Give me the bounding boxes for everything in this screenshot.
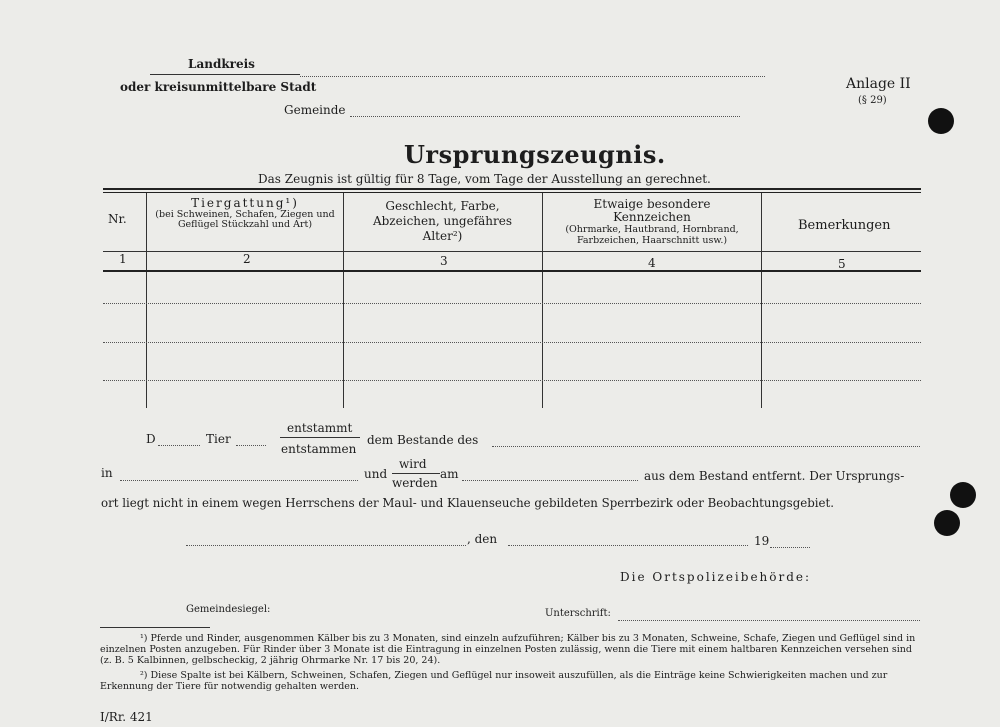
header-kennzeichen-title: Etwaige besondere Kennzeichen xyxy=(593,197,711,224)
header-kennzeichen xyxy=(546,198,758,246)
header-tiergattung-title: Tiergattung¹) xyxy=(191,196,299,210)
entstammt-separator xyxy=(280,437,360,438)
ort-line: ort liegt nicht in einem wegen Herrschens der Maul- und Klauenseuche gebildeten Sperrbezirk oder Beobachtungsgebiet. xyxy=(101,496,835,510)
am-label: am xyxy=(440,467,459,481)
gemeinde-label: Gemeinde xyxy=(284,103,346,117)
tier-label: Tier xyxy=(206,432,231,446)
d-label: D xyxy=(146,432,156,446)
bestand-dotted xyxy=(492,446,920,447)
landkreis-dotted-line xyxy=(300,76,765,77)
landkreis-line xyxy=(150,74,300,75)
signature-dotted xyxy=(618,620,920,621)
d-dotted xyxy=(158,445,200,446)
stadt-label: oder kreisunmittelbare Stadt xyxy=(120,80,317,94)
table-row-line-3 xyxy=(103,380,921,381)
footnote-2: ²) Diese Spalte ist bei Kälbern, Schweinen, Schafen, Ziegen und Geflügel nur insoweit auszufüllen, als die Einträge keine Schwierigkeiten machen und zur Erkennung der Tiere für notwendig gehalten werden. xyxy=(100,670,888,692)
col-divider-4 xyxy=(761,193,762,408)
table-top-rule-thin xyxy=(103,192,921,193)
date-dotted xyxy=(508,545,748,546)
punch-hole-top xyxy=(928,108,954,134)
landkreis-label: Landkreis xyxy=(188,57,255,71)
colnum-4: 4 xyxy=(648,256,656,270)
header-tiergattung xyxy=(150,196,340,230)
page-subtitle: Das Zeugnis ist gültig für 8 Tage, vom Tage der Ausstellung an gerechnet. xyxy=(258,172,711,186)
siegel-label: Gemeindesiegel: xyxy=(186,604,271,615)
table-top-rule xyxy=(103,188,921,190)
dem-bestande-label: dem Bestande des xyxy=(367,433,479,447)
year-dotted xyxy=(770,547,810,548)
authority-label: Die Ortspolizeibehörde: xyxy=(620,570,812,584)
header-bottom-rule xyxy=(103,251,921,252)
table-row-line-1 xyxy=(103,303,921,304)
und-label: und xyxy=(364,467,388,481)
colnum-5: 5 xyxy=(838,257,846,271)
header-tiergattung-sub: (bei Schweinen, Schafen, Ziegen und Geflügel Stückzahl und Art) xyxy=(155,209,335,230)
header-nr: Nr. xyxy=(108,212,127,226)
den-label: , den xyxy=(467,532,498,546)
paragraph-label: (§ 29) xyxy=(858,95,887,106)
wird-separator xyxy=(392,473,440,474)
in-label: in xyxy=(101,466,113,480)
form-code: I/Rr. 421 xyxy=(100,710,153,724)
header-kennzeichen-sub: (Ohrmarke, Hautbrand, Hornbrand, Farbzeichen, Haarschnitt usw.) xyxy=(565,224,739,246)
header-bemerkungen: Bemerkungen xyxy=(798,218,891,233)
entstammt-label: entstammt xyxy=(287,421,353,435)
punch-hole-middle xyxy=(950,482,976,508)
werden-label: werden xyxy=(392,476,438,490)
colnum-2: 2 xyxy=(243,252,251,266)
am-dotted xyxy=(462,480,638,481)
footnote-rule xyxy=(100,627,210,628)
table-row-line-2 xyxy=(103,342,921,343)
col-divider-1 xyxy=(146,193,147,408)
punch-hole-lower xyxy=(934,510,960,536)
unterschrift-label: Unterschrift: xyxy=(545,608,611,619)
gemeinde-dotted-line xyxy=(350,116,740,117)
colnum-1: 1 xyxy=(119,252,127,266)
tier-dotted xyxy=(236,445,266,446)
col-divider-2 xyxy=(343,193,344,408)
wird-label: wird xyxy=(399,457,427,471)
numbers-bottom-rule xyxy=(103,270,921,272)
ort-date-dotted xyxy=(186,545,466,546)
anlage-label: Anlage II xyxy=(846,76,911,92)
aus-dem-bestand-label: aus dem Bestand entfernt. Der Ursprungs- xyxy=(644,469,905,483)
page-title: Ursprungszeugnis. xyxy=(404,140,666,169)
colnum-3: 3 xyxy=(440,254,448,268)
col-divider-3 xyxy=(542,193,543,408)
in-dotted xyxy=(120,480,358,481)
year-label: 19 xyxy=(754,534,770,548)
footnote-1: ¹) Pferde und Rinder, ausgenommen Kälber bis zu 3 Monaten, sind einzeln aufzuführen; Kälber bis zu 3 Monaten, Schweine, Schafe, Ziegen und Geflügel sind in einzelnen Posten anzugeben. Für Rinder über 3 Monate ist die Eintragung in einzelnen Posten zulässig, wenn die Tiere mit einem haltbaren Kennzeichen versehen sind (z. B. 5 Kalbinnen, gelbscheckig, 2 jährig Ohrmarke Nr. 17 bis 20, 24). xyxy=(100,633,916,666)
header-geschlecht: Geschlecht, Farbe, Abzeichen, ungefähres Alter²) xyxy=(372,199,513,243)
entstammen-label: entstammen xyxy=(281,442,357,456)
